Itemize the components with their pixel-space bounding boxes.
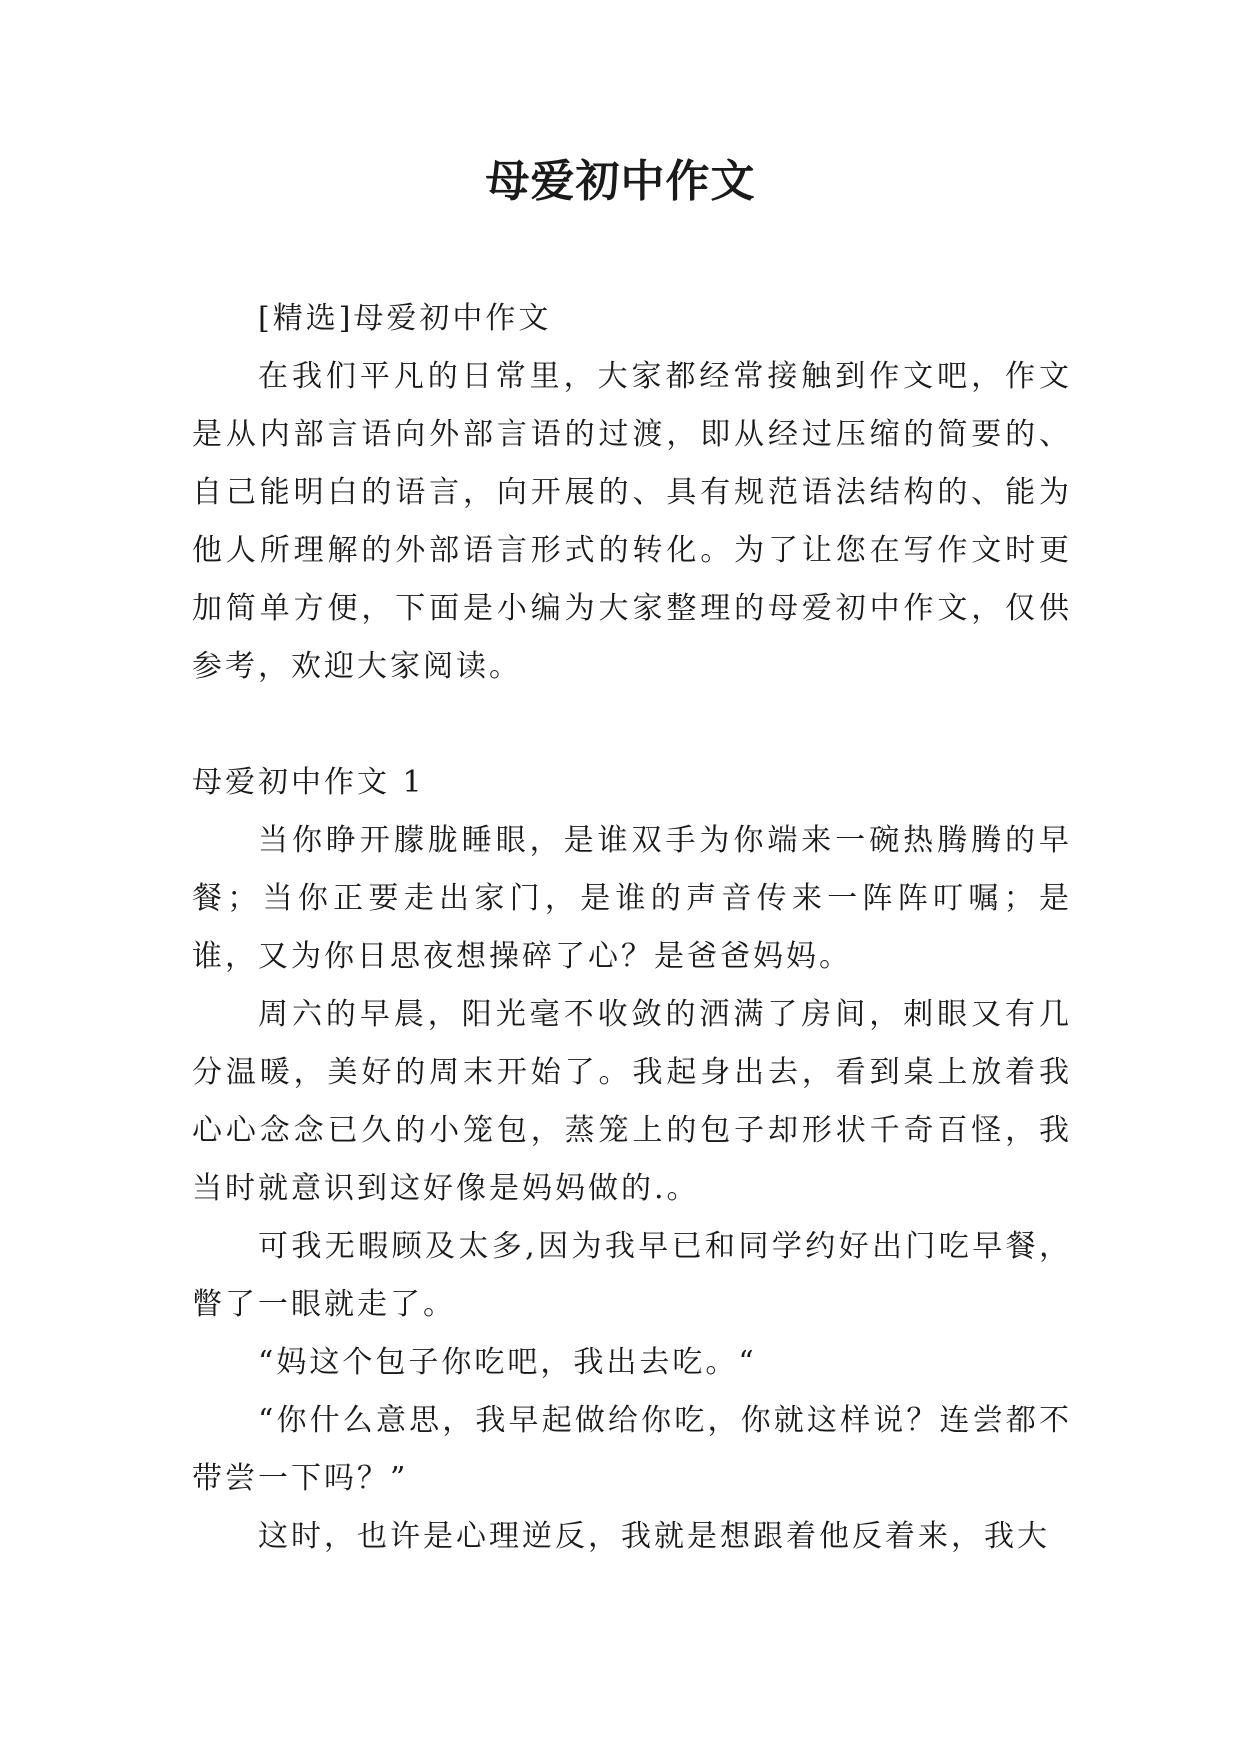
paragraph-dialogue-2: “你什么意思，我早起做给你吃，你就这样说？连尝都不带尝一下吗？” [192,1403,1072,1496]
document-body [192,290,1072,1566]
paragraph-4: 这时，也许是心理逆反，我就是想跟着他反着来，我大 [258,1519,1050,1554]
paragraph-dialogue-1: “妈这个包子你吃吧，我出去吃。“ [258,1345,757,1380]
paragraph-heading-selected: [精选]母爱初中作文 [258,301,552,336]
document-title: 母爱初中作文 [485,156,756,207]
paragraph-3: 可我无暇顾及太多,因为我早已和同学约好出门吃早餐，瞥了一眼就走了。 [192,1229,1072,1322]
paragraph-2: 周六的早晨，阳光毫不收敛的洒满了房间，刺眼又有几分温暖，美好的周末开始了。我起身出去，看到桌上放着我心心念念已久的小笼包，蒸笼上的包子却形状千奇百怪，我当时就意识到这好像是妈妈做的.。 [192,997,1072,1206]
paragraph-intro: 在我们平凡的日常里，大家都经常接触到作文吧，作文是从内部言语向外部言语的过渡，即从经过压缩的简要的、自己能明白的语言，向开展的、具有规范语法结构的、能为他人所理解的外部语言形式的转化。为了让您在写作文时更加简单方便，下面是小编为大家整理的母爱初中作文，仅供参考，欢迎大家阅读。 [192,359,1072,684]
paragraph-1: 当你睁开朦胧睡眼，是谁双手为你端来一碗热腾腾的早餐；当你正要走出家门，是谁的声音传来一阵阵叮嘱；是谁，又为你日思夜想操碎了心？是爸爸妈妈。 [192,823,1072,974]
section-heading-essay-1: 母爱初中作文 1 [192,765,425,800]
